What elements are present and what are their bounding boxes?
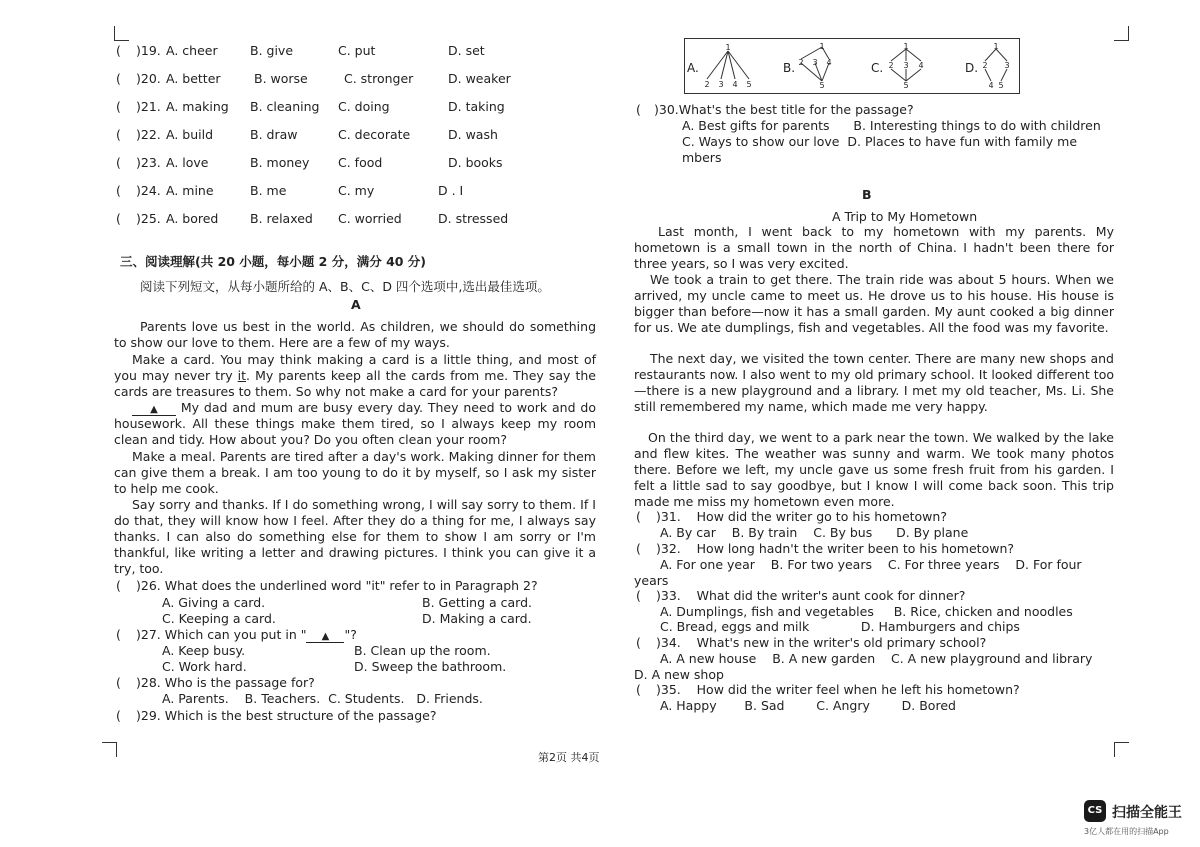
p2-text-post: . My parents keep all the cards from me. They say the cards are treasures to them. So why not make a card for your parents? bbox=[114, 368, 596, 399]
question-number: )20. bbox=[136, 71, 161, 86]
node-3: 3 bbox=[1004, 61, 1010, 70]
page-number-footer: 第2页 共4页 bbox=[538, 751, 600, 764]
node-3: 3 bbox=[812, 58, 818, 67]
watermark-app-name: 扫描全能王 bbox=[1112, 805, 1182, 821]
q27-stem-post: "? bbox=[344, 627, 357, 642]
camscanner-logo-icon: CS bbox=[1084, 800, 1106, 822]
passage-a-paragraph-5: Say sorry and thanks. If I do something wrong, I will say sorry to them. If I do that, they will know how I feel. After they do a thing for me, I always say thanks. I can also do something else for them to show I am sorry or I'm thankful, like writing a letter and drawing pictures. I think you can give it a try, too. bbox=[114, 497, 596, 576]
section-title: 三、阅读理解(共 20 小题，每小题 2 分，满分 40 分) bbox=[120, 254, 427, 269]
passage-a-paragraph-4: Make a meal. Parents are tired after a day's work. Making dinner for them can give them a break. I am too young to do it by myself, so I ask my sister to help me cook. bbox=[114, 449, 596, 496]
option-c: C. decorate bbox=[338, 127, 411, 142]
question-paren: ( bbox=[116, 71, 121, 86]
passage-a-paragraph-1: Parents love us best in the world. As children, we should do something to show our love to them. Here are a few of my ways. bbox=[114, 319, 596, 350]
node-2: 2 bbox=[704, 80, 710, 89]
q27-option-a: A. Keep busy. bbox=[162, 643, 246, 658]
option-b: B. draw bbox=[250, 127, 298, 142]
passage-a-label: A bbox=[351, 297, 361, 312]
option-c: C. my bbox=[338, 183, 375, 198]
node-4: 4 bbox=[826, 58, 832, 67]
q27-option-d: D. Sweep the bathroom. bbox=[354, 659, 507, 674]
question-paren: ( bbox=[116, 127, 121, 142]
option-b: B. me bbox=[250, 183, 287, 198]
q33-paren: ( bbox=[636, 588, 641, 603]
question-paren: ( bbox=[116, 211, 121, 226]
q26-option-b: B. Getting a card. bbox=[422, 595, 532, 610]
structure-label-c: C. bbox=[871, 61, 884, 75]
q28-stem: )28. Who is the passage for? bbox=[136, 675, 315, 690]
passage-a-paragraph-3 bbox=[114, 400, 596, 448]
node-1: 1 bbox=[993, 42, 999, 51]
q28-options: A. Parents. B. Teachers. C. Students. D. Friends. bbox=[162, 691, 483, 706]
passage-b-paragraph-1: Last month, I went back to my hometown with my parents. My hometown is a small town in the north of China. I hadn't been there for three years, so I was very excited. bbox=[634, 224, 1114, 271]
node-5: 5 bbox=[903, 81, 909, 89]
q33-stem: )33. What did the writer's aunt cook for dinner? bbox=[656, 588, 966, 603]
option-d: D. stressed bbox=[438, 211, 509, 226]
q29-paren: ( bbox=[116, 708, 121, 723]
question-paren: ( bbox=[116, 155, 121, 170]
node-5: 5 bbox=[998, 81, 1004, 89]
node-2: 2 bbox=[888, 61, 894, 70]
question-number: )22. bbox=[136, 127, 161, 142]
option-a: A. making bbox=[166, 99, 229, 114]
node-3: 3 bbox=[718, 80, 724, 89]
option-c: C. worried bbox=[338, 211, 402, 226]
q26-paren: ( bbox=[116, 578, 121, 593]
blank-marker: ▲ bbox=[132, 404, 176, 416]
q27-option-b: B. Clean up the room. bbox=[354, 643, 491, 658]
question-number: )25. bbox=[136, 211, 161, 226]
q27-paren: ( bbox=[116, 627, 121, 642]
passage-b-paragraph-2: We took a train to get there. The train ride was about 5 hours. When we arrived, my uncle came to meet us. He drove us to his house. His house is bigger than before—now it has a small garden. My aunt cooked a big dinner for us. We ate dumplings, fish and vegetables. All the food was my favorite. bbox=[634, 272, 1114, 335]
question-paren: ( bbox=[116, 99, 121, 114]
q33-options-cd: C. Bread, eggs and milk D. Hamburgers and chips bbox=[660, 619, 1020, 634]
q28-paren: ( bbox=[116, 675, 121, 690]
passage-a-paragraph-2 bbox=[114, 352, 596, 400]
node-5: 5 bbox=[819, 81, 825, 89]
q31-stem: )31. How did the writer go to his hometown? bbox=[656, 509, 947, 524]
q27-option-c: C. Work hard. bbox=[162, 659, 247, 674]
option-b: B. give bbox=[250, 43, 294, 58]
option-b: B. cleaning bbox=[250, 99, 320, 114]
crop-mark-top-right bbox=[1114, 26, 1129, 41]
q34-options: A. A new house B. A new garden C. A new playground and library bbox=[660, 651, 1093, 666]
watermark-tagline: 3亿人都在用的扫描App bbox=[1084, 827, 1169, 836]
question-number: )21. bbox=[136, 99, 161, 114]
option-a: A. build bbox=[166, 127, 214, 142]
option-d: D. set bbox=[448, 43, 485, 58]
q32-options-wrap: years bbox=[634, 573, 669, 588]
option-c: C. stronger bbox=[344, 71, 414, 86]
option-d: D. books bbox=[448, 155, 503, 170]
option-a: A. mine bbox=[166, 183, 214, 198]
q35-paren: ( bbox=[636, 682, 641, 697]
node-2: 2 bbox=[798, 58, 804, 67]
node-1: 1 bbox=[903, 42, 909, 51]
node-5: 5 bbox=[746, 80, 752, 89]
q26-option-c: C. Keeping a card. bbox=[162, 611, 276, 626]
option-b: B. relaxed bbox=[250, 211, 313, 226]
q32-stem: )32. How long hadn't the writer been to his hometown? bbox=[656, 541, 1015, 556]
p3-text: My dad and mum are busy every day. They need to work and do housework. All these things make them tired, so I always keep my room clean and tidy. How about you? Do you often clean your room? bbox=[114, 400, 596, 447]
q34-stem: )34. What's new in the writer's old primary school? bbox=[656, 635, 987, 650]
node-1: 1 bbox=[819, 42, 825, 51]
question-number: )23. bbox=[136, 155, 161, 170]
q35-stem: )35. How did the writer feel when he left his hometown? bbox=[656, 682, 1020, 697]
q30-options-cd-wrap: mbers bbox=[682, 150, 722, 165]
p2-text-pre: Make a card. You may think making a card is a little thing, and most of you may never try bbox=[114, 352, 596, 383]
structure-diagram-b bbox=[793, 41, 851, 89]
option-c: C. put bbox=[338, 43, 376, 58]
q30-options-cd: C. Ways to show our love D. Places to have fun with family me bbox=[682, 134, 1078, 149]
passage-b-paragraph-4: On the third day, we went to a park near the town. We walked by the lake and flew kites. The weather was sunny and warm. We took many photos there. Before we left, my uncle gave us some fresh fruit from his garden. I felt a little sad to say goodbye, but I know I will come back soon. This trip made me miss my hometown even more. bbox=[634, 430, 1114, 509]
q35-options: A. Happy B. Sad C. Angry D. Bored bbox=[660, 698, 956, 713]
q26-stem: )26. What does the underlined word "it" refer to in Paragraph 2? bbox=[136, 578, 538, 593]
passage-b-label: B bbox=[862, 187, 872, 202]
q34-options-wrap: D. A new shop bbox=[634, 667, 724, 682]
structure-diagram-a bbox=[699, 41, 757, 89]
q31-paren: ( bbox=[636, 509, 641, 524]
node-2: 2 bbox=[982, 61, 988, 70]
option-d: D. wash bbox=[448, 127, 498, 142]
q30-options-ab: A. Best gifts for parents B. Interesting things to do with children bbox=[682, 118, 1101, 133]
q30-stem: )30.What's the best title for the passage? bbox=[654, 102, 914, 117]
question-number: )19. bbox=[136, 43, 161, 58]
option-b: B. worse bbox=[254, 71, 308, 86]
node-4: 4 bbox=[732, 80, 738, 89]
q27-blank-marker: ▲ bbox=[306, 631, 344, 643]
q32-options: A. For one year B. For two years C. For three years D. For four bbox=[660, 557, 1082, 572]
q30-paren: ( bbox=[636, 102, 641, 117]
option-c: C. doing bbox=[338, 99, 390, 114]
node-4: 4 bbox=[918, 61, 924, 70]
question-paren: ( bbox=[116, 183, 121, 198]
section-instruction: 阅读下列短文，从每小题所给的 A、B、C、D 四个选项中,选出最佳选项。 bbox=[140, 279, 550, 294]
q32-paren: ( bbox=[636, 541, 641, 556]
option-c: C. food bbox=[338, 155, 383, 170]
q27-stem bbox=[136, 627, 357, 643]
structure-label-d: D. bbox=[965, 61, 979, 75]
q27-stem-pre: )27. Which can you put in " bbox=[136, 627, 307, 642]
question-paren: ( bbox=[116, 43, 121, 58]
crop-mark-top-left bbox=[114, 26, 129, 41]
option-a: A. bored bbox=[166, 211, 219, 226]
passage-b-paragraph-3: The next day, we visited the town center. There are many new shops and restaurants now. I also went to my old primary school. It looked different too—there is a new playground and a library. I met my old teacher, Ms. Li. She still remembered my name, which made me very happy. bbox=[634, 351, 1114, 414]
underlined-word-it: it bbox=[237, 368, 247, 383]
option-b: B. money bbox=[250, 155, 310, 170]
structure-diagram-d bbox=[975, 41, 1017, 89]
option-d: D. taking bbox=[448, 99, 505, 114]
q34-paren: ( bbox=[636, 635, 641, 650]
structure-diagram-c bbox=[881, 41, 931, 89]
structure-label-a: A. bbox=[687, 61, 699, 75]
option-d: D. weaker bbox=[448, 71, 511, 86]
node-4: 4 bbox=[988, 81, 994, 89]
structure-label-b: B. bbox=[783, 61, 796, 75]
q26-option-a: A. Giving a card. bbox=[162, 595, 266, 610]
node-3: 3 bbox=[903, 61, 909, 70]
option-a: A. love bbox=[166, 155, 209, 170]
structure-diagram-box bbox=[684, 38, 1020, 94]
passage-b-title: A Trip to My Hometown bbox=[832, 209, 978, 224]
option-d: D . I bbox=[438, 183, 464, 198]
q33-options-ab: A. Dumplings, fish and vegetables B. Rice, chicken and noodles bbox=[660, 604, 1073, 619]
node-1: 1 bbox=[725, 43, 731, 52]
q31-options: A. By car B. By train C. By bus D. By plane bbox=[660, 525, 969, 540]
option-a: A. cheer bbox=[166, 43, 218, 58]
crop-mark-bottom-right bbox=[1114, 742, 1129, 757]
q29-stem: )29. Which is the best structure of the passage? bbox=[136, 708, 437, 723]
q26-option-d: D. Making a card. bbox=[422, 611, 532, 626]
crop-mark-bottom-left bbox=[102, 742, 117, 757]
question-number: )24. bbox=[136, 183, 161, 198]
option-a: A. better bbox=[166, 71, 221, 86]
